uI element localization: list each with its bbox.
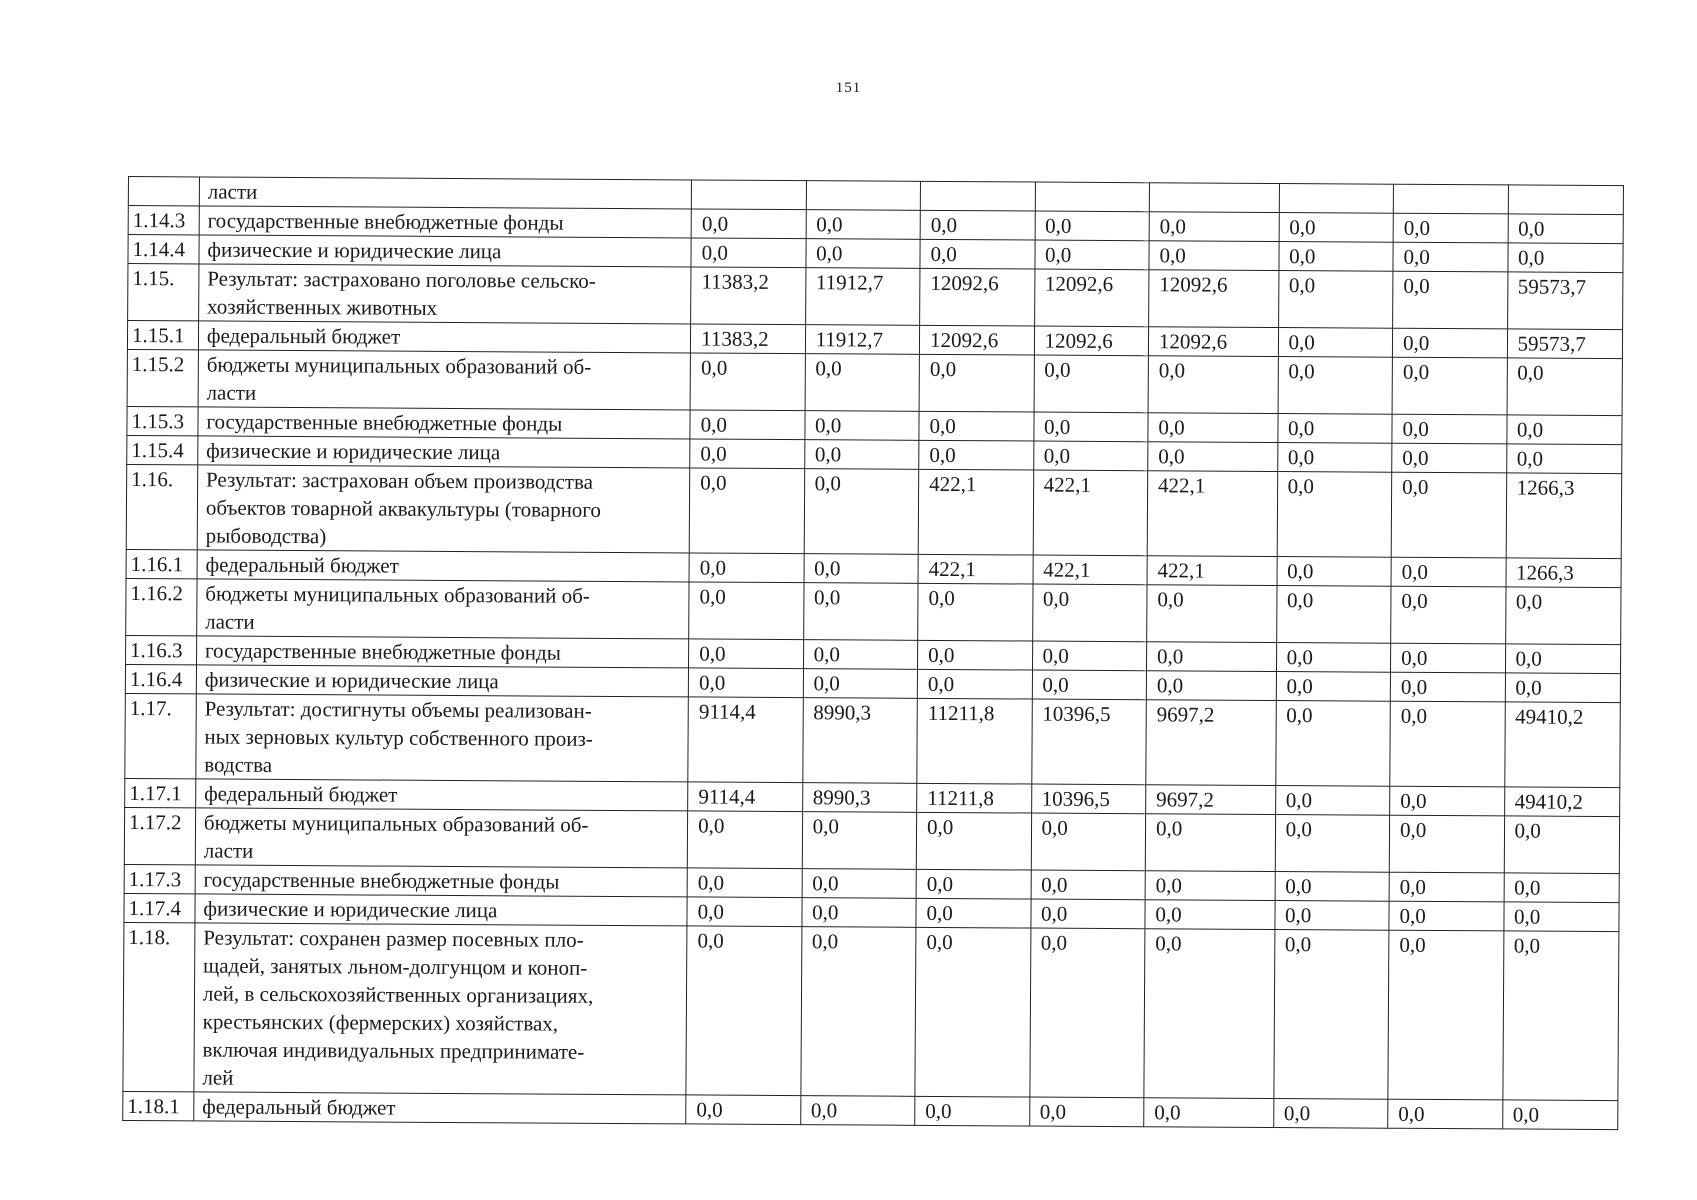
value-cell: 0,0	[1275, 815, 1390, 873]
value-cell: 0,0	[1275, 701, 1390, 787]
value-cell	[691, 180, 806, 210]
row-description: федеральный бюджет	[198, 321, 690, 353]
value-cell: 59573,7	[1507, 272, 1623, 330]
value-cell: 0,0	[687, 811, 802, 869]
row-description: федеральный бюджет	[197, 550, 689, 582]
value-cell: 0,0	[1030, 899, 1145, 929]
value-cell: 0,0	[919, 354, 1034, 412]
row-number: 1.14.3	[128, 206, 199, 235]
value-cell: 59573,7	[1507, 329, 1623, 359]
value-cell: 0,0	[806, 239, 921, 269]
value-cell: 0,0	[1032, 584, 1147, 642]
value-cell: 0,0	[1276, 672, 1391, 702]
value-cell: 12092,6	[919, 325, 1034, 355]
row-description: Результат: достигнуты объемы реализован- ных зерновых культур собственного произ- водства	[196, 694, 689, 782]
value-cell: 0,0	[689, 582, 804, 640]
row-number: 1.15.2	[127, 349, 198, 406]
value-cell: 49410,2	[1504, 702, 1620, 788]
row-description: Результат: застраховано поголовье сельско- хозяйственных животных	[199, 264, 692, 324]
value-cell: 422,1	[1147, 556, 1277, 586]
value-cell: 0,0	[1389, 815, 1504, 873]
value-cell: 0,0	[1035, 211, 1150, 241]
table-row	[123, 922, 1619, 1100]
row-number: 1.17.	[125, 693, 196, 778]
value-cell: 0,0	[687, 897, 802, 927]
value-cell: 0,0	[691, 209, 806, 239]
value-cell: 0,0	[1148, 356, 1278, 414]
table-row	[127, 349, 1622, 415]
value-cell: 0,0	[1278, 357, 1393, 415]
value-cell: 1266,3	[1506, 558, 1622, 588]
value-cell: 11383,2	[691, 324, 806, 354]
value-cell: 422,1	[1147, 471, 1277, 557]
row-description: физические и юридические лица	[196, 665, 688, 697]
value-cell: 0,0	[1145, 871, 1275, 901]
value-cell: 12092,6	[920, 268, 1035, 326]
value-cell: 0,0	[1508, 214, 1624, 244]
value-cell: 0,0	[804, 411, 919, 441]
value-cell: 0,0	[1392, 357, 1507, 415]
value-cell: 0,0	[1507, 243, 1623, 273]
value-cell: 0,0	[803, 669, 918, 699]
value-cell: 9114,4	[688, 697, 803, 783]
value-cell: 0,0	[1391, 643, 1506, 673]
row-description: государственные внебюджетные фонды	[198, 407, 690, 439]
value-cell: 0,0	[1032, 641, 1147, 671]
value-cell: 0,0	[1032, 670, 1147, 700]
row-number: 1.17.1	[125, 778, 196, 807]
row-number: 1.16.2	[126, 578, 197, 635]
row-description: Результат: застрахован объем производства объектов товарной аквакультуры (товарного рыбоводства)	[197, 465, 690, 553]
value-cell: 0,0	[1033, 412, 1148, 442]
value-cell: 0,0	[1144, 1098, 1274, 1128]
value-cell: 0,0	[687, 868, 802, 898]
value-cell: 11211,8	[917, 698, 1032, 784]
value-cell: 0,0	[1277, 557, 1392, 587]
value-cell: 0,0	[688, 668, 803, 698]
row-description: бюджеты муниципальных образований об- ласти	[197, 579, 690, 639]
row-description: федеральный бюджет	[194, 1092, 686, 1124]
value-cell: 0,0	[919, 440, 1034, 470]
row-number: 1.16.1	[126, 549, 197, 578]
value-cell: 422,1	[918, 554, 1033, 584]
value-cell: 12092,6	[1149, 270, 1279, 328]
value-cell: 0,0	[1029, 1097, 1144, 1127]
value-cell: 0,0	[1505, 587, 1621, 645]
value-cell: 0,0	[686, 1095, 801, 1125]
value-cell: 0,0	[689, 639, 804, 669]
value-cell: 0,0	[1505, 673, 1621, 703]
row-description: государственные внебюджетные фонды	[199, 206, 691, 238]
value-cell: 0,0	[917, 669, 1032, 699]
value-cell: 0,0	[1502, 931, 1619, 1101]
table-row	[126, 578, 1621, 644]
value-cell: 0,0	[1145, 814, 1275, 872]
value-cell: 0,0	[1278, 328, 1393, 358]
value-cell: 0,0	[1148, 413, 1278, 443]
value-cell: 0,0	[1388, 1099, 1503, 1129]
row-description: физические и юридические лица	[195, 894, 687, 926]
value-cell: 0,0	[803, 583, 918, 641]
value-cell: 0,0	[802, 812, 917, 870]
value-cell	[1508, 185, 1624, 215]
value-cell: 0,0	[1505, 644, 1621, 674]
value-cell: 12092,6	[1034, 326, 1149, 356]
value-cell: 0,0	[1389, 901, 1504, 931]
value-cell: 0,0	[1277, 443, 1392, 473]
value-cell: 0,0	[1279, 213, 1394, 243]
value-cell: 10396,5	[1031, 699, 1146, 785]
value-cell: 0,0	[1029, 928, 1144, 1098]
value-cell: 0,0	[1393, 271, 1508, 329]
value-cell: 0,0	[1503, 902, 1619, 932]
value-cell: 0,0	[805, 354, 920, 412]
value-cell: 0,0	[1031, 870, 1146, 900]
value-cell: 0,0	[1504, 816, 1620, 874]
value-cell: 0,0	[1034, 240, 1149, 270]
row-number: 1.16.	[126, 464, 197, 549]
value-cell: 0,0	[918, 640, 1033, 670]
value-cell: 0,0	[1392, 414, 1507, 444]
row-number: 1.15.1	[127, 321, 198, 350]
value-cell: 11211,8	[917, 783, 1032, 813]
value-cell: 0,0	[1034, 355, 1149, 413]
value-cell	[1035, 182, 1150, 212]
budget-table	[122, 176, 1624, 1130]
value-cell: 0,0	[690, 410, 805, 440]
value-cell: 0,0	[1504, 873, 1620, 903]
value-cell: 0,0	[1276, 586, 1391, 644]
value-cell: 0,0	[802, 898, 917, 928]
row-number: 1.14.4	[128, 235, 199, 264]
row-description: физические и юридические лица	[198, 436, 690, 468]
value-cell: 0,0	[1391, 557, 1506, 587]
value-cell: 0,0	[1275, 786, 1390, 816]
value-cell: 0,0	[1389, 872, 1504, 902]
value-cell: 0,0	[1149, 241, 1279, 271]
value-cell: 0,0	[804, 440, 919, 470]
value-cell: 0,0	[1388, 930, 1503, 1100]
table-row	[124, 807, 1619, 873]
value-cell: 8990,3	[802, 698, 917, 784]
row-number: 1.17.2	[124, 807, 195, 864]
value-cell: 0,0	[1148, 442, 1278, 472]
value-cell: 0,0	[915, 927, 1030, 1097]
value-cell: 0,0	[1273, 930, 1388, 1100]
row-number: 1.17.4	[124, 893, 195, 922]
value-cell: 0,0	[803, 640, 918, 670]
value-cell: 0,0	[1146, 671, 1276, 701]
value-cell	[806, 181, 921, 211]
value-cell: 0,0	[1276, 643, 1391, 673]
value-cell: 0,0	[1147, 585, 1277, 643]
value-cell	[1393, 184, 1508, 214]
value-cell: 0,0	[1393, 213, 1508, 243]
value-cell: 0,0	[916, 869, 1031, 899]
value-cell: 0,0	[919, 411, 1034, 441]
row-number: 1.15.	[128, 264, 199, 321]
row-description: Результат: сохранен размер посевных пло- щадей, занятых льном-долгунцом и коноп- лей, в сельскохозяйственных организациях, крестьянских (фермерских) хозяйствах, включая индивидуальных предпринимате- лей	[194, 923, 687, 1095]
value-cell: 0,0	[802, 869, 917, 899]
table-row	[126, 464, 1621, 558]
row-description: бюджеты муниципальных образований об- ласти	[198, 350, 691, 410]
value-cell: 0,0	[689, 553, 804, 583]
value-cell: 0,0	[1279, 242, 1394, 272]
value-cell: 0,0	[1278, 271, 1393, 329]
value-cell	[1149, 183, 1279, 213]
value-cell: 422,1	[1033, 470, 1148, 556]
value-cell: 0,0	[691, 238, 806, 268]
value-cell: 0,0	[1149, 212, 1279, 242]
value-cell: 0,0	[1146, 642, 1276, 672]
value-cell: 12092,6	[1034, 269, 1149, 327]
value-cell: 0,0	[1392, 443, 1507, 473]
value-cell: 0,0	[916, 812, 1031, 870]
value-cell: 0,0	[1144, 929, 1275, 1099]
page-number: 151	[835, 80, 862, 96]
value-cell: 0,0	[1392, 328, 1507, 358]
row-number: 1.16.3	[126, 635, 197, 664]
value-cell: 0,0	[804, 554, 919, 584]
value-cell: 0,0	[800, 927, 915, 1097]
value-cell: 0,0	[804, 469, 919, 555]
value-cell: 11383,2	[691, 267, 806, 325]
value-cell	[1279, 184, 1394, 214]
value-cell: 0,0	[689, 468, 804, 554]
value-cell: 0,0	[1145, 900, 1275, 930]
value-cell: 0,0	[916, 898, 1031, 928]
value-cell: 0,0	[915, 1096, 1030, 1126]
value-cell: 0,0	[1390, 786, 1505, 816]
row-number: 1.16.4	[125, 664, 196, 693]
value-cell: 0,0	[1033, 441, 1148, 471]
row-number: 1.15.3	[127, 406, 198, 435]
value-cell: 0,0	[686, 926, 801, 1096]
value-cell: 8990,3	[802, 783, 917, 813]
value-cell: 12092,6	[1148, 327, 1278, 357]
row-number: 1.18.	[123, 922, 195, 1091]
table-row	[125, 693, 1620, 787]
value-cell: 0,0	[1275, 872, 1390, 902]
row-number: 1.18.1	[123, 1091, 194, 1120]
value-cell: 0,0	[1273, 1099, 1388, 1129]
value-cell: 0,0	[920, 210, 1035, 240]
value-cell: 0,0	[1390, 672, 1505, 702]
value-cell: 9697,2	[1146, 700, 1276, 786]
value-cell: 9697,2	[1146, 785, 1276, 815]
row-number: 1.15.4	[127, 435, 198, 464]
value-cell: 10396,5	[1031, 784, 1146, 814]
row-description: физические и юридические лица	[199, 235, 691, 267]
value-cell: 0,0	[1390, 701, 1505, 787]
value-cell: 422,1	[918, 469, 1033, 555]
row-description: ласти	[199, 177, 691, 209]
value-cell: 0,0	[920, 239, 1035, 269]
row-number	[128, 177, 199, 206]
value-cell: 0,0	[1277, 472, 1392, 558]
value-cell: 0,0	[1275, 901, 1390, 931]
value-cell: 0,0	[1393, 242, 1508, 272]
value-cell: 0,0	[1031, 813, 1146, 871]
value-cell: 0,0	[918, 583, 1033, 641]
value-cell	[920, 181, 1035, 211]
row-number: 1.17.3	[124, 864, 195, 893]
value-cell: 0,0	[1506, 415, 1622, 445]
row-description: федеральный бюджет	[196, 779, 688, 811]
value-cell: 0,0	[1391, 472, 1506, 558]
value-cell: 9114,4	[688, 782, 803, 812]
value-cell: 0,0	[800, 1096, 915, 1126]
value-cell: 11912,7	[805, 268, 920, 326]
value-cell: 1266,3	[1506, 473, 1622, 559]
row-description: бюджеты муниципальных образований об- ласти	[195, 808, 688, 868]
value-cell: 11912,7	[805, 325, 920, 355]
value-cell: 0,0	[1507, 358, 1623, 416]
value-cell: 422,1	[1033, 555, 1148, 585]
row-description: государственные внебюджетные фонды	[196, 636, 688, 668]
value-cell: 0,0	[1277, 414, 1392, 444]
value-cell: 0,0	[1502, 1100, 1618, 1130]
value-cell: 0,0	[690, 353, 805, 411]
value-cell: 49410,2	[1504, 787, 1620, 817]
value-cell: 0,0	[806, 210, 921, 240]
value-cell: 0,0	[1506, 444, 1622, 474]
row-description: государственные внебюджетные фонды	[195, 865, 687, 897]
value-cell: 0,0	[690, 439, 805, 469]
table-row	[128, 264, 1623, 330]
value-cell: 0,0	[1391, 586, 1506, 644]
